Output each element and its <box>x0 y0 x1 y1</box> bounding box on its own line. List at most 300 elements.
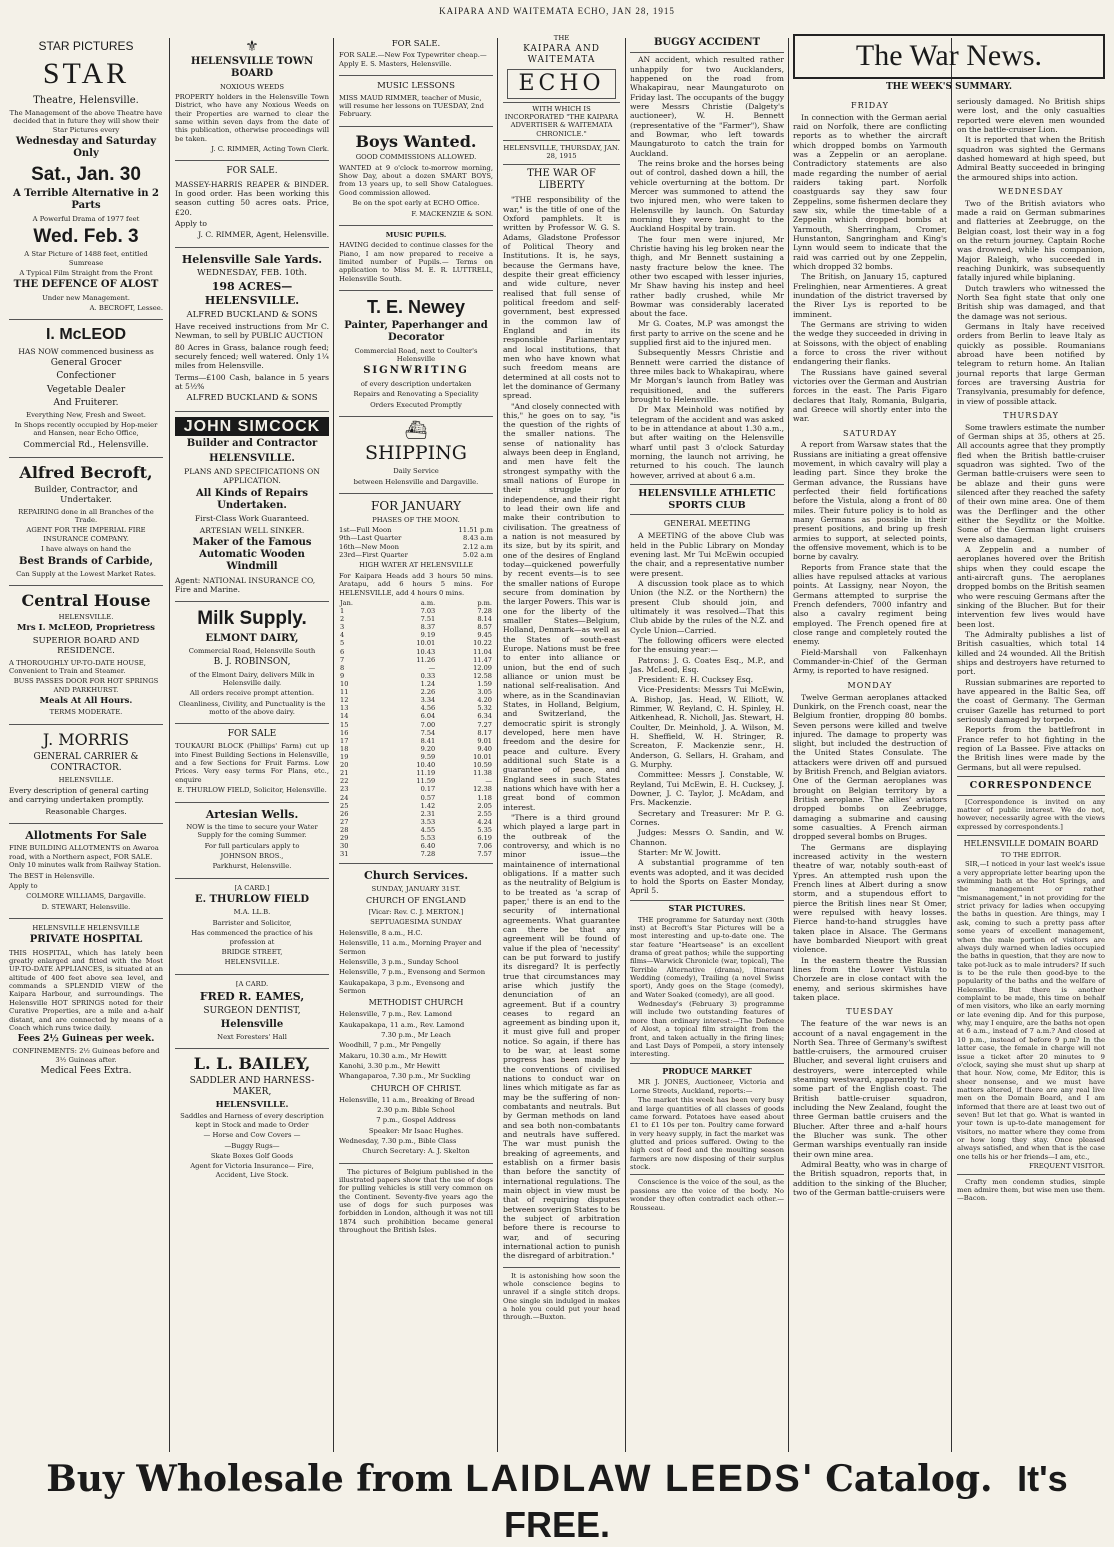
ad-date: Sat., Jan. 30 <box>31 163 141 185</box>
war-paragraph: Germans in Italy have received orders from Berlin to leave Italy as quickly as possible. Roumanians abroad have been notified by telegram to return home. An Italian journal reports that large German forces are traversing Austria for Transylvania, presumably for defence, in view of possible attack. <box>957 322 1105 406</box>
letter-body: SIR,—I noticed in your last week's issue a very appropriate letter bearing upon the swimming bath at the Hot Springs, and the management or rather "mismanagement," in not providing for the strict privacy for ladies when occupying the baths in question. Are things, may I ask, coming to such a pretty pass after some years of excellent management, when the male portion of visitors are always duly warned when ladies occupied the baths in question, that they are now to take pot-luck as to male intruders? If such is to be the rule then good-bye to the popularity of the baths and the welfare of Helensville. But there is another complaint to be made, this time on behalf of men visitors, who like an early morning or late evening dip. And for this purpose, why, may I enquire, are the baths not open at 6 a.m., instead of 7 a.m.? And closed at 10 p.m., instead of before 9 p.m? In the latter case, the female in charge will not issue a ticket after 20 minutes to 9 o'clock, saying she must shut up sharp at that hour. Now, come, Mr Editor, this is sheer nonsense, and we must have matters altered, if there are any real live men on the Domain Board, and I am informed that there are at least two out of seven! But let that go. What is wanted in your town is up-to-date management for visitors, no matter where they come from or how long they stay. Once pleased always satisfied, and when that is the case one tells his or her friends—I am, etc., <box>957 860 1105 1161</box>
table-cell: 12.38 <box>473 785 492 794</box>
column-rule <box>333 38 334 1452</box>
table-row <box>339 664 493 672</box>
table-cell: 21 <box>340 769 349 778</box>
ad-signature: A. BECROFT, Lessee. <box>89 304 163 313</box>
article-paragraph: The market this week has been very busy and large quantities of all classes of goods came forward. Potatoes have eased about £1 to £1 10s per ton. Poultry came forward in very heavy supply, in fact the market was glutted and prices suffered. Owing to the high cost of feed and the moulting season farmers are now disposing of their surplus stock. <box>630 1096 784 1172</box>
article-heading: PRODUCE MARKET <box>630 1063 784 1077</box>
ad-text: Barrister and Solicitor, <box>212 918 292 927</box>
ad-subtitle: Theatre, Helensville. <box>33 94 139 106</box>
table-cell: 17 <box>340 736 349 745</box>
table-row <box>339 648 493 656</box>
ad-text: AGENT FOR THE IMPERIAL FIRE INSURANCE COMPANY. <box>26 526 146 543</box>
article-paragraph: AN accident, which resulted rather unhappily for two Aucklanders, happened on the road from Whakapirau, near Maungaturoto on Friday last. The occupants of the buggy were Messrs Christie (Dalgety's auctioneer), W. H. Bennett (representative of the "Farmer"), Shaw and Bowmar, who left towards Maungaturoto to catch the train for Auckland. <box>630 55 784 158</box>
table-cell: 27 <box>340 817 349 826</box>
article-paragraph: The reins broke and the horses being out of control, dashed down a hill, the vehicle overturning at the bottom. Dr Mercer was summoned to attend the two injured men, who were taken to Helensville by launch. On Saturday morning they were brought to the Auckland Hospital by train. <box>630 158 784 234</box>
moon-phase-row <box>339 551 493 559</box>
table-cell: 7.54 <box>420 728 436 737</box>
ad-text: Kaukapakapa, 3 p.m., Evensong and Sermon <box>339 978 465 995</box>
ad-title: L. L. BAILEY, <box>193 1054 311 1074</box>
ad-text: Daily Service <box>393 467 439 476</box>
table-cell: 6.19 <box>477 834 492 843</box>
table-cell: 5.53 <box>420 834 436 843</box>
ad-text: Repairs and Renovating a Speciality <box>353 390 479 399</box>
war-paragraph: Twelve German aeroplanes attacked Dunkirk, on the French coast, near the Belgium frontier, dropping 80 bombs. Seven persons were killed and twelve injured. The damage to property was slight, but included the destruction of the United States Consulate. The attackers were driven off and pursued by British French, and Belgian aviators. One of the German aeroplanes was brought on Belgian territory by a British aeroplane. The allies' aviators dropped bombs on Zeebrugge, damaging a submarine and causing some casualties. A French airman dropped several bombs on Bruges. <box>793 692 947 842</box>
steamship-icon: ⛴ <box>404 419 428 441</box>
table-row <box>339 842 493 850</box>
war-paragraph: Two of the British aviators who made a raid on German submarines and flatteries at Zeebrugge, on the Belgian coast, lost their way in a fog on the return journey. Captain Roche was drowned, while his companion, Major Raleigh, who succeeded in reaching Dunkirk, was subsequently fatally injured while biplaning. <box>957 198 1105 283</box>
table-cell: 2.05 <box>477 801 492 810</box>
table-cell: 12.58 <box>473 671 492 680</box>
ad-text: Can Supply at the Lowest Market Rates. <box>16 569 156 578</box>
ad-text: Commercial Rd., Helensville. <box>23 439 149 450</box>
ad-text: Under new Management. <box>42 293 130 302</box>
war-paragraph: In connection with the German aerial raid on Norfolk, there are conflicting reports as to whether the aircraft which dropped bombs on Yarmouth was a Zeppelin or an aeroplane. Contradictory statements are also made regarding the number of aerial raiders taking part. Norfolk coastguards say they saw four Zeppelins, some fishermen declare they saw six, while the time-table of a Zeppelin which dropped bombs at Yarmouth, Sherringham, Cromer, Hunstanton, Sangringham and King's Lynn would seem to indicate that the raid was carried out by one Zeppelin, which dropped 32 bombs. <box>793 112 947 272</box>
war-paragraph: seriously damaged. No British ships were lost, and the only casualties reported were eleven men wounded on the battle-cruiser Lion. <box>957 97 1105 134</box>
ad-heading: STAR PICTURES <box>38 39 134 53</box>
ad-text: Helensville, 7 p.m., Rev. Lamond <box>339 1010 452 1019</box>
town-board-notice <box>175 34 329 161</box>
ad-text: WANTED at 9 o'clock to-morrow morning, Show Day, about a dozen SMART BOYS, from 13 years up, to sell Show Catalogues. Good commission allowed. <box>339 163 493 197</box>
ad-text: SEPTUAGESIMA SUNDAY <box>370 918 462 927</box>
table-cell: 18 <box>340 744 349 753</box>
ad-text: TOUKAURI BLOCK (Phillips' Farm) cut up into Finest Building Sections in Helensville, and a few Sections for Fruit Farms. Low Prices. Very easy terms For Plans, etc., enquire <box>175 742 329 784</box>
article-subheading: GENERAL MEETING <box>663 519 751 529</box>
bailey-ad <box>175 1049 329 1186</box>
banner-text: It's FREE. <box>503 1458 1068 1545</box>
ad-text: Cleanliness, Civility, and Punctuality is the motto of the above dairy. <box>178 699 326 716</box>
ad-title: I. McLEOD <box>45 326 126 344</box>
banner-text: Buy Wholesale from <box>46 1458 453 1500</box>
table-cell: 2.55 <box>477 809 492 818</box>
table-cell: 28 <box>340 825 349 834</box>
ad-text: Makaru, 10.30 a.m., Mr Hewitt <box>339 1051 447 1060</box>
table-row <box>339 802 493 810</box>
ad-text: Helensville, 7 p.m., Evensong and Sermon <box>339 968 486 977</box>
table-cell: 12 <box>340 696 349 705</box>
table-row <box>339 704 493 712</box>
table-row <box>339 712 493 720</box>
ad-title: FOR SALE. <box>391 39 441 49</box>
table-cell: 4 <box>340 631 345 640</box>
ad-title: MUSIC LESSONS <box>377 81 455 92</box>
article-paragraph: A substantial programme of ten events was adopted, and it was decided to hold the Sports on Easter Monday, April 5. <box>630 858 784 896</box>
table-cell: 11.47 <box>473 655 492 664</box>
table-header: p.m. <box>477 598 492 607</box>
ad-text: HELENSVILLE HELENSVILLE <box>32 924 140 932</box>
table-cell: 3.34 <box>420 696 436 705</box>
table-cell: 7.27 <box>477 720 492 729</box>
central-house-ad <box>9 586 163 725</box>
war-paragraph: A Zeppelin and a number of aeroplanes hovered over the British ships when they could escape the anti-aircraft guns. The aeroplanes dropped bombs on the British seamen who were rescuing Germans after the sinking of the Blucher. But for their intervention few lives would have been lost. <box>957 545 1105 629</box>
table-cell: 14 <box>340 712 349 721</box>
ad-text: First-Class Work Guaranteed. <box>194 514 310 524</box>
table-cell: 12.09 <box>473 663 492 672</box>
war-paragraph: Reports from the battlefront in France refer to hot fighting in the region of La Bassee. Five attacks on the British lines were made by the Germans, but all were repulsed. <box>957 725 1105 772</box>
table-cell: 7.06 <box>477 842 492 851</box>
becroft-ad <box>9 458 163 586</box>
ad-text: All orders receive prompt attention. <box>189 689 315 698</box>
table-row <box>339 794 493 802</box>
ad-text: Woodhill, 7 p.m., Mr Pengelly <box>339 1041 441 1050</box>
table-cell: 11.26 <box>416 655 436 664</box>
ad-text: REPAIRING done in all Branches of the Trade. <box>18 507 154 525</box>
music-lessons-ad <box>339 76 493 127</box>
ad-text: [A CARD. <box>235 979 269 988</box>
ad-text: B. J. ROBINSON, <box>213 657 291 668</box>
column-rule <box>169 38 170 1452</box>
ad-title: HELENSVILLE TOWN BOARD <box>190 56 314 80</box>
table-cell: 19 <box>340 753 349 761</box>
ad-text: Reasonable Charges. <box>45 806 127 816</box>
table-row <box>339 680 493 688</box>
ad-text: Builder and Contractor <box>186 438 318 450</box>
ad-text: Meals At All Hours. <box>39 696 133 707</box>
table-cell: 15 <box>340 720 349 729</box>
quote: Conscience is the voice of the soul, as the passions are the voice of the body. No wonder they often contradict each other.—Rousseau. <box>630 1174 784 1211</box>
laidlaw-leeds-banner <box>0 1456 1114 1545</box>
boys-wanted-ad <box>339 127 493 226</box>
ad-text: Mrs I. McLEOD, Proprietress <box>17 623 155 634</box>
table-cell: 6.40 <box>420 842 436 851</box>
day-heading: THURSDAY <box>1003 411 1059 420</box>
table-cell: 11.59 <box>416 777 436 786</box>
table-cell: 7.51 <box>420 615 436 624</box>
ad-signature: ALFRED BUCKLAND & SONS <box>186 393 318 404</box>
correspondence-note: [Correspondence is invited on any matter of public interest. We do not, however, necessarily agree with the views expressed by correspondents.] <box>957 797 1105 831</box>
moon-phase-time: 2.12 a.m <box>463 542 493 551</box>
table-cell: 1.18 <box>477 793 492 802</box>
table-cell: 4.55 <box>420 825 436 834</box>
ad-text: THIS HOSPITAL, which has lately been greatly enlarged and fitted with the Most UP-TO-DATE APPLIANCES, is situated at an altitude of 400 feet above sea level, and commands a SPLENDID VIEW of the Kaipara Harbour, and surroundings. The Helensville HOT SPRINGS noted for their Curative Properties, are a mile and a-half distant, and are connected by means of a Coach which runs twice daily. <box>9 948 163 1032</box>
church-heading: CHURCH OF CHRIST. <box>370 1083 462 1093</box>
table-row <box>339 753 493 761</box>
day-heading: TUESDAY <box>846 1007 894 1017</box>
ad-text: SUPERIOR BOARD AND RESIDENCE. <box>32 635 140 657</box>
article-paragraph: President: E. H. Cucksey Esq. <box>638 675 754 685</box>
table-cell: 2.31 <box>420 809 436 818</box>
ad-text: Apply to <box>9 881 38 890</box>
ad-text: Apply to <box>175 218 207 228</box>
ad-text: Whangaparoa, 7.30 p.m., Mr Suckling <box>339 1072 471 1081</box>
ad-text: Agent for Victoria Insurance— Fire, Accident, Live Stock. <box>190 1162 314 1179</box>
ad-title: Helensville Sale Yards. <box>181 252 323 266</box>
moon-phase-row <box>339 534 493 542</box>
ad-text: A Typical Film Straight from the Front <box>19 269 153 277</box>
table-cell: 7.57 <box>477 850 492 859</box>
ad-title: Allotments For Sale <box>25 828 147 842</box>
ad-text: Helensville, 8 a.m., H.C. <box>339 928 423 937</box>
table-cell: 5.32 <box>477 704 492 713</box>
table-cell: 5.35 <box>477 825 492 834</box>
ad-text: Confectioner <box>56 371 116 382</box>
ad-text: GENERAL CARRIER & CONTRACTOR. <box>33 751 139 773</box>
table-cell: 13 <box>340 704 349 713</box>
ad-text: HELENSVILLE. <box>58 612 114 621</box>
table-cell: 4.56 <box>420 704 436 713</box>
ad-text: ELMONT DAIRY, <box>205 632 299 644</box>
table-cell: 9.20 <box>420 744 436 753</box>
table-cell: 7.28 <box>477 607 492 616</box>
table-cell: 11.04 <box>473 647 492 656</box>
ad-subtitle: GOOD COMMISSIONS ALLOWED. <box>355 153 477 162</box>
ad-text: Helensville, 11 a.m., Breaking of Bread <box>339 1095 475 1104</box>
title-line: THE <box>553 34 570 42</box>
ad-text: BUSS PASSES DOOR FOR HOT SPRINGS AND PARKHURST. <box>13 677 159 694</box>
article-paragraph: Wednesday's (February 3) programme will include two outstanding features of more than ordinary interest:—The Defence of Alost, a topical film straight from the front, and taken actually in the firing lines; and Last Days of Pompeii, a story intensely interesting. <box>630 1000 784 1059</box>
table-cell: 9.45 <box>477 631 492 640</box>
moon-phase-time: 11.51 p.m <box>458 526 493 535</box>
ad-text: For full particulars apply to <box>204 841 300 850</box>
day-heading: FRIDAY <box>851 101 889 110</box>
table-cell: 9.01 <box>477 736 492 745</box>
ad-text: D. STEWART, Helensville. <box>41 902 131 911</box>
ad-text: A Powerful Drama of 1977 feet <box>32 214 140 223</box>
ad-text: In Shops recently occupied by Hop-meier and Hansen, near Echo Office, <box>14 420 158 438</box>
column-rule <box>788 38 789 1452</box>
ad-text: Fees 2½ Guineas per week. <box>17 1034 155 1045</box>
table-cell: 10.40 <box>416 761 436 770</box>
ad-text: Agent: NATIONAL INSURANCE CO, Fire and Marine. <box>175 575 316 595</box>
table-row <box>339 785 493 793</box>
table-cell: 3.53 <box>420 817 436 826</box>
section-heading: CORRESPONDENCE <box>957 776 1105 796</box>
ad-text: SUNDAY, JANUARY 31ST. <box>371 884 461 893</box>
eames-card <box>175 975 329 1050</box>
table-cell: 3 <box>340 623 345 632</box>
table-row <box>339 769 493 777</box>
ad-text: The Management of the above Theatre have decided that in future they will show their Star Pictures every <box>9 108 163 134</box>
article-heading: HELENSVILLE ATHLETIC SPORTS CLUB <box>630 484 784 515</box>
ad-text: [A CARD.] <box>234 883 270 892</box>
table-row <box>339 615 493 623</box>
ad-title: FOR SALE <box>227 729 277 740</box>
title-line: KAIPARA AND WAITEMATA <box>523 44 600 66</box>
ad-text: Kaukapakapa, 11 a.m., Rev. Lamond <box>339 1020 465 1029</box>
tide-table <box>339 599 493 859</box>
table-cell: 10.59 <box>473 761 492 770</box>
morris-ad <box>9 725 163 824</box>
hospital-ad <box>9 919 163 1084</box>
star-pictures-ad <box>9 34 163 320</box>
editorial-heading: THE WAR OF LIBERTY <box>527 167 596 191</box>
table-row <box>339 639 493 647</box>
banner-text: ' Catalog. <box>801 1458 993 1500</box>
war-paragraph: The Russians have gained several victories over the German and Austrian forces in the east. The Paris Figaro declares that Italy, Romania, Bulgaria, and Greece will shortly enter into the war. <box>793 367 947 424</box>
article-heading: STAR PICTURES. <box>630 900 784 914</box>
ad-text: HELENSVILLE. <box>215 1100 289 1111</box>
ad-text: Has commenced the practice of his profession at <box>191 929 313 946</box>
letter-signature: FREQUENT VISITOR. <box>1028 1162 1105 1171</box>
moon-phase-label: 1st—Full Moon <box>339 526 392 535</box>
moon-phase-label: 9th—Last Quarter <box>339 534 402 543</box>
table-cell: 26 <box>340 809 349 818</box>
day-heading: WEDNESDAY <box>998 186 1064 196</box>
ad-text: HELENSVILLE. <box>209 452 295 464</box>
ad-text: Helensville, 11 a.m., Morning Prayer and Sermon <box>339 939 482 956</box>
moon-phase-time: 8.43 a.m <box>463 534 493 543</box>
war-paragraph: The Germans are striving to widen the wedge they succeeded in driving in at Soissons, with the object of enabling a force to cross the river without endangering their flanks. <box>793 320 947 367</box>
ad-title: T. E. Newey <box>366 297 466 318</box>
sale-yards-ad <box>175 248 329 412</box>
ad-subtitle: HIGH WATER AT HELENSVILLE <box>359 561 473 570</box>
ad-text: Everything New, Fresh and Sweet. <box>26 410 146 419</box>
article-paragraph: Mr G. Coates, M.P was amongst the first party to arrive on the scene and he supplied first aid to the injured men. <box>630 319 784 348</box>
table-cell: 9.40 <box>477 744 492 753</box>
table-cell: 4.24 <box>477 817 492 826</box>
table-row <box>339 623 493 631</box>
table-cell: 9.19 <box>420 631 436 640</box>
moon-phase-time: 5.02 a.m <box>463 551 493 560</box>
table-cell: 11.38 <box>473 769 492 778</box>
ad-text: of every description undertaken <box>360 379 472 388</box>
ad-text: JOHNSON BROS., <box>220 852 284 861</box>
shipping-notice <box>339 417 493 494</box>
column-rule <box>497 38 498 1452</box>
january-almanac <box>339 494 493 864</box>
table-cell: — <box>428 663 436 672</box>
day-heading: SATURDAY <box>842 428 898 438</box>
table-cell: 10.01 <box>473 753 492 761</box>
table-row <box>339 672 493 680</box>
table-cell: — <box>485 777 492 786</box>
article-paragraph: Starter: Mr W. Jowitt. <box>638 848 721 858</box>
table-row <box>339 745 493 753</box>
ad-title: J. MORRIS <box>42 729 130 749</box>
ad-signature: J. C. RIMMER, Acting Town Clerk. <box>211 145 329 154</box>
table-cell: 1.59 <box>477 680 492 689</box>
table-cell: 25 <box>340 801 349 810</box>
table-cell: 8.37 <box>420 623 436 632</box>
table-cell: 0.57 <box>420 793 436 802</box>
ad-title: STAR <box>42 56 130 90</box>
article-paragraph: The four men were injured, Mr Christie having his leg broken near the thigh, and Mr Bennett sustaining a nasty fracture below the knee. The other two escaped with lesser injuries, Mr Shaw having his instep and heel rather badly crushed, while Mr Bowmar was considerably lacerated about the face. <box>630 234 784 319</box>
artesian-ad <box>175 803 329 879</box>
war-paragraph: Field-Marshall von Falkenhayn Commander-in-Chief of the German Army, is reported to have resigned. <box>793 647 947 676</box>
ad-text: Saddles and Harness of every description kept in Stock and made to Order <box>180 1112 324 1129</box>
table-cell: 6.04 <box>420 712 436 721</box>
ad-text: SIGNWRITING <box>363 365 469 377</box>
allotments-ad <box>9 824 163 919</box>
ad-text: Vegetable Dealer <box>46 384 126 395</box>
war-news-subtitle: THE WEEK'S SUMMARY. <box>885 81 1013 92</box>
moon-phase-row <box>339 526 493 534</box>
ad-text: Speaker: Mr Isaac Hughes. <box>368 1126 464 1135</box>
table-cell: 11 <box>340 688 349 697</box>
ad-text: Be on the spot early at ECHO Office. <box>352 199 480 208</box>
ad-text: The BEST in Helensville. <box>9 871 95 880</box>
letter-salutation: TO THE EDITOR. <box>1000 850 1062 859</box>
table-row <box>339 777 493 785</box>
ad-title: Milk Supply. <box>197 608 307 630</box>
column-3 <box>336 34 496 1456</box>
ad-text: M.A. LL.B. <box>233 908 271 917</box>
table-cell: 9 <box>340 671 345 680</box>
church-services <box>339 864 493 1163</box>
war-paragraph: In the eastern theatre the Russian lines from the Lower Vistula to Chorzele are in close contact with the enemy, and serious skirmishes have taken place. <box>793 955 947 1003</box>
ad-text: COLMORE WILLIAMS, Dargaville. <box>26 892 146 901</box>
table-row <box>339 696 493 704</box>
table-cell: 5 <box>340 639 345 648</box>
ad-title: MUSIC PUPILS. <box>385 230 447 239</box>
column-7 <box>954 96 1108 1456</box>
ad-text: between Helensville and Dargaville. <box>353 477 479 486</box>
table-cell: 8.14 <box>477 615 492 624</box>
article-paragraph: Secretary and Treasurer: Mr P. G. Cornes. <box>630 808 784 828</box>
ad-text: of the Elmont Dairy, delivers Milk in Helensville daily. <box>189 670 315 687</box>
table-cell: 20 <box>340 761 349 770</box>
table-cell: 3.05 <box>477 688 492 697</box>
table-cell: 1 <box>340 607 345 616</box>
table-cell: 2.26 <box>420 688 436 697</box>
article-paragraph: Judges: Messrs O. Sandin, and W. Channon. <box>630 828 784 847</box>
ad-text: Best Brands of Carbide, <box>19 555 153 567</box>
ad-title: Alfred Becroft, <box>19 463 153 483</box>
column-rule <box>951 38 952 1452</box>
letter-heading: HELENSVILLE DOMAIN BOARD <box>957 835 1105 849</box>
table-row <box>339 834 493 842</box>
ad-text: ARTESIAN WELL SINKER. <box>199 525 305 535</box>
table-cell: 16 <box>340 728 349 737</box>
quote: It is astonishing how soon the whole conscience begins to unravel if a single stitch drops. One single sin indulged in makes a hole you could put your head through.—Buxton. <box>503 1267 620 1322</box>
ad-text: FINE BUILDING ALLOTMENTS on Awaroa road, with a Northern aspect, FOR SALE. Only 10 minutes walk from Railway Station. <box>9 844 162 870</box>
ad-text: A THOROUGHLY UP-TO-DATE HOUSE, Convenient to Train and Steamer. <box>9 658 146 675</box>
ad-text: Kanohi, 3.30 p.m., Mr Hewitt <box>339 1061 440 1070</box>
table-cell: 24 <box>340 793 349 802</box>
ad-title: FOR SALE. <box>226 166 278 177</box>
war-news-box <box>793 34 1105 79</box>
ad-text: MASSEY-HARRIS REAPER & BINDER. In good order. Has been working this season cutting 50 acres oats. Price, £20. <box>175 179 329 217</box>
ad-text: FOR SALE.—New Fox Typewriter cheap.—Apply E. S. Masters, Helensville. <box>339 51 487 68</box>
ad-text: Maker of the Famous Automatic Wooden Windmill <box>192 536 312 573</box>
ad-text: Orders Executed Promptly <box>370 400 462 409</box>
table-cell: 29 <box>340 834 349 843</box>
ad-signature: E. THURLOW FIELD, Solicitor, Helensville. <box>177 786 327 795</box>
ad-text: Helensville <box>220 1018 284 1030</box>
crest-icon: ⚜ <box>245 37 259 55</box>
war-news-title: The War News. <box>855 39 1043 72</box>
table-cell: 0.17 <box>420 785 436 794</box>
ad-text: 198 ACRES—HELENSVILLE. <box>204 280 300 307</box>
ad-title: FRED R. EAMES, <box>199 990 305 1003</box>
ad-text: Next Foresters' Hall <box>217 1032 287 1041</box>
table-cell: 10 <box>340 680 349 689</box>
ad-text: And Fruiterer. <box>53 397 119 408</box>
page-masthead: KAIPARA AND WAITEMATA ECHO, JAN 28, 1915 <box>439 6 675 16</box>
table-cell: 1.24 <box>420 680 436 689</box>
table-cell: 10.22 <box>473 639 492 648</box>
ad-text: General Grocer <box>50 358 122 369</box>
ad-text: 7.30 p.m., Mr Leach <box>381 1030 451 1039</box>
typewriter-ad <box>339 34 493 76</box>
music-pupils-ad <box>339 226 493 291</box>
table-row <box>339 818 493 826</box>
column-2 <box>172 34 332 1456</box>
dateline: HELENSVILLE, THURSDAY, JAN. 28, 1915 <box>503 144 620 165</box>
ad-title: JOHN SIMCOCK <box>175 417 329 437</box>
quote: Crafty men condemn studies, simple men admire them, but wise men use them.—Bacon. <box>957 1174 1105 1203</box>
ad-text: Terms—£100 Cash, balance in 5 years at 5½% <box>175 372 329 391</box>
editorial-paragraph: "There is a third ground which played a large part in the outbreak of the controversy, and which is no minor issue—the maintainence of international obligations. If a matter such as the neutrality of Belgium is to be treated as 'a scrap of paper,' there is an end to the security of international agreements. What guarantee can there be that any agreement will be found of value if the plea of 'necessity' can be put forward to justify its disregard? It is perfectly true that circumstances may arise which justify the denunciation of an agreement. But if a country ceases to regard an agreement as binding upon it, it must give full and proper notice. So again, if there has to be war, at least some progress has been made by the conventions of civilised nations to conduct war on lines which mitigate as far as may be the suffering of non-combatants and neutrals. But by German methods on land and sea both non-combatants and neutrals have suffered. The war must punish the breaking of agreements, and establish on a firmer basis than before the sanctity of international regulations. The main object in view must be that of requiring disputes between soverign States to be the subject of arbitration before there is recourse to war, and of securing international action to punish the disregard of arbitration." <box>503 812 620 1261</box>
war-paragraph: Russian submarines are reported to have appeared in the Baltic Sea, off the coast of Germany. The German cruiser Gazelle has returned to port seriously damaged by torpedo. <box>957 677 1105 724</box>
ad-title: PRIVATE HOSPITAL <box>29 934 143 946</box>
milk-supply-ad <box>175 602 329 724</box>
ad-title: E. THURLOW FIELD <box>194 894 310 906</box>
war-paragraph: Reports from France state that the allies have repulsed attacks at various points. At Lassigny, near Noyon, the Germans attempted to surprise the French defenders, 7000 infantry and also a cavalry regiment being employed. The French opened fire at close range and completely routed the enemy. <box>793 562 947 647</box>
table-cell: 1.42 <box>420 801 436 810</box>
table-row <box>339 810 493 818</box>
